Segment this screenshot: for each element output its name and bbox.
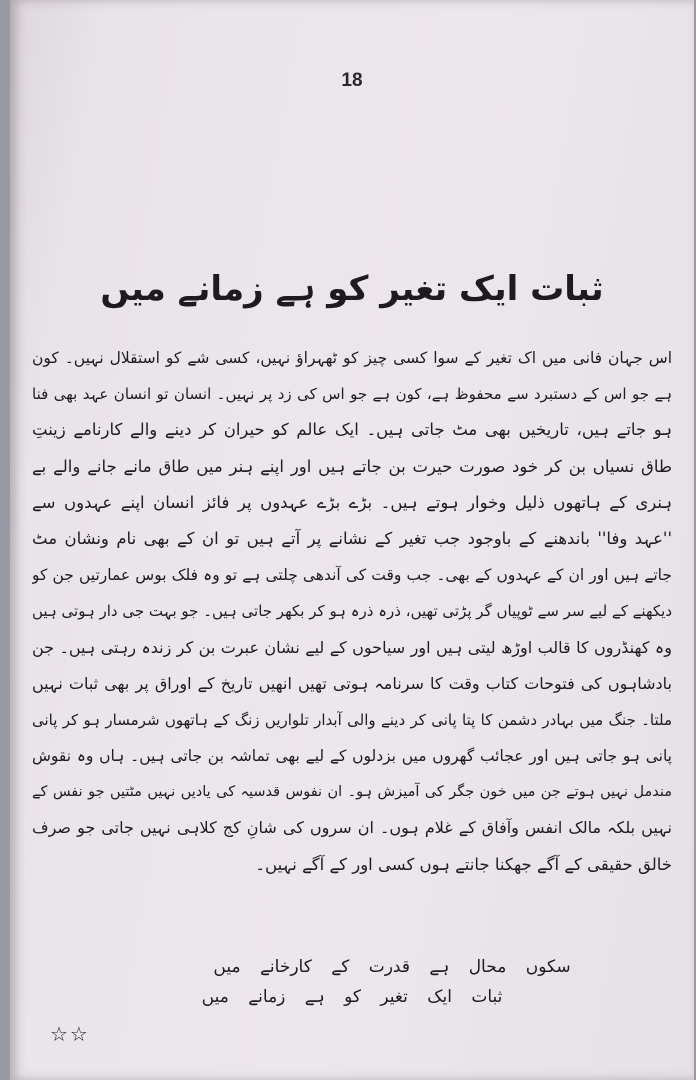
text-line: ہے جو اس کے دستبرد سے محفوظ ہے، کون ہے جو اس کی زد پر نہیں۔ انسان تو انسان عہد بھی فنا <box>32 385 672 404</box>
text-line: ''عہد وفا'' باندھنے کے باوجود جب تغیر کے نشانے پر آتے ہیں تو ان کے بھی نام ونشان مٹ <box>32 528 672 548</box>
text-line: اس جہان فانی میں اک تغیر کے سوا کسی چیز کو ٹھہراؤ نہیں، کسی شے کو استقلال نہیں۔ کون <box>32 349 672 367</box>
text-line: خالق حقیقی کے آگے جھکنا جانتے ہوں کسی اور کے آگے نہیں۔ <box>255 854 672 874</box>
book-page <box>10 0 694 1080</box>
text-line: ہو جاتے ہیں، تاریخیں بھی مٹ جاتی ہیں۔ ایک عالم کو حیران کر دینے والے کارنامے زینتِ <box>32 420 672 440</box>
page-number: 18 <box>341 70 363 91</box>
text-line: جاتے ہیں اور ان کے عہدوں کے بھی۔ جب وقت کی آندھی چلتی ہے تو وہ فلک بوس عمارتیں جن کو <box>32 566 672 585</box>
text-line: مندمل نہیں ہوتے جن میں خون جگر کی آمیزش ہو۔ ان نفوس قدسیہ کی یادیں نہیں مٹتیں جو نفس کے <box>32 784 672 801</box>
poetry-couplet <box>10 952 694 1012</box>
verse-line: ثبات ایک تغیر کو ہے زمانے میں <box>201 987 503 1007</box>
body-paragraph <box>32 340 672 883</box>
verse-line: سکوں محال ہے قدرت کے کارخانے میں <box>213 957 571 977</box>
text-line: دیکھنے کے لیے سر سے ٹوپیاں گر پڑتی تھیں، ذرہ ذرہ ہو کر بکھر جاتی ہیں۔ جو بہت جی دار ہوتی ہیں <box>32 602 672 621</box>
star-ornament-icon: ☆☆ <box>50 1022 90 1046</box>
text-line: ملتا۔ جنگ میں بہادر دشمن کا پتا پانی کر دینے والی آبدار تلواریں زنگ کے ہاتھوں شرمسار ہو کر پانی <box>32 710 672 729</box>
text-line: طاق نسیاں بن کر خود صورت حیرت بن جاتے ہیں اور اپنے ہنر میں طاق مانے جانے والے بے <box>32 456 672 476</box>
text-line: پانی ہو جاتی ہیں اور عجائب گھروں میں بزدلوں کے لیے بھی تماشہ بن جاتی ہیں۔ ہاں وہ نقوش <box>32 747 672 766</box>
text-line: بادشاہوں کی فتوحات کتاب وقت کا سرنامہ ہوتی تھیں انھیں تاریخ کے اوراق پر بھی ثبات نہیں <box>32 673 672 693</box>
text-line: ہنری کے ہاتھوں ذلیل وخوار ہوتے ہیں۔ بڑے بڑے عہدوں پر فائز انسان اپنے عہدوں سے <box>32 492 672 512</box>
text-line: وہ کھنڈروں کا قالب اوڑھ لیتی ہیں اور سیاحوں کے لیے نشان عبرت بن کر زندہ رہتی ہیں۔ جن <box>32 637 672 657</box>
chapter-title: ثبات ایک تغیر کو ہے زمانے میں <box>100 269 604 309</box>
text-line: نہیں بلکہ مالک انفس وآفاق کے غلام ہوں۔ ان سروں کی شانِ کج کلاہی نہیں جاتی جو صرف <box>32 818 672 838</box>
